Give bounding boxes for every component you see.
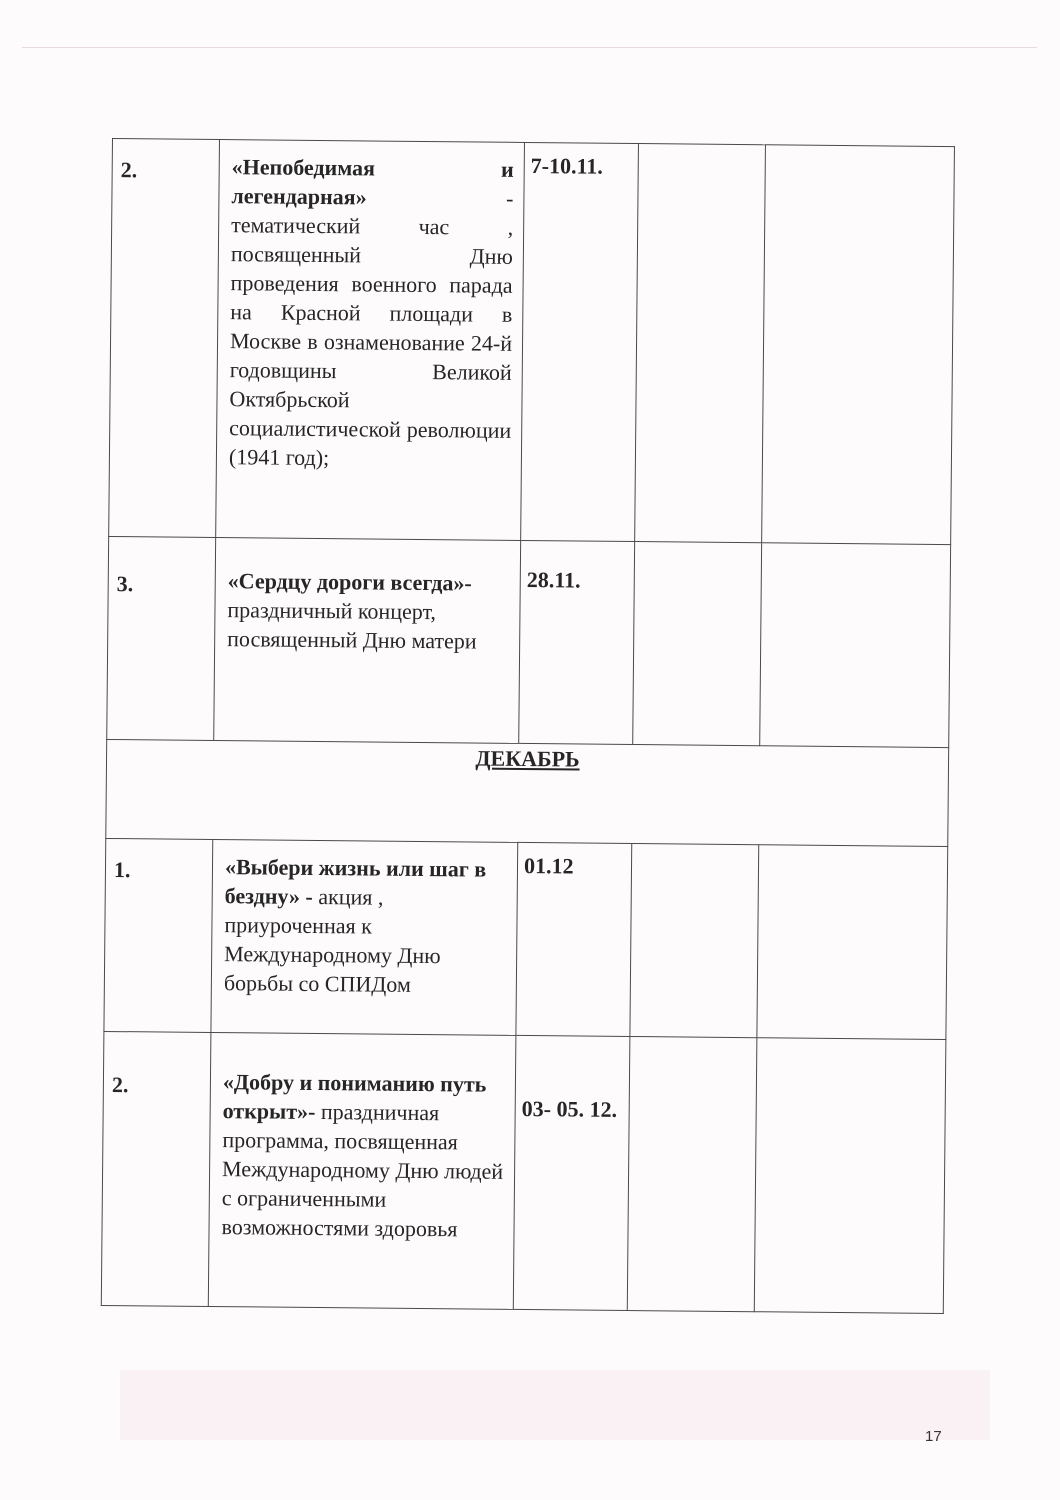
- event-title: [211, 840, 518, 1036]
- event-description: - тематический час , посвященный Дню проведения военного парада на Красной площади в Москве в ознаменование 24-й годовщины Великой Октябрьской социалистической революции (1941 год);: [228, 184, 514, 471]
- event-title: [214, 537, 521, 743]
- event-title-bold: «Сердцу дороги всегда»-: [227, 567, 472, 596]
- row-number: 2.: [101, 1031, 211, 1306]
- event-title-bold: «Добру и пониманию путь открыт»-: [222, 1069, 487, 1124]
- row-number: 3.: [107, 536, 216, 740]
- row-number: 1.: [104, 839, 213, 1033]
- event-description: праздничная программа, посвященная Международному Дню людей с ограниченными возможностями здоровья: [221, 1098, 504, 1242]
- row-number: 2.: [109, 139, 220, 538]
- page-stain: [120, 1370, 990, 1440]
- table-row: [109, 139, 955, 545]
- empty-cell: [762, 145, 955, 545]
- event-description: акция , приуроченная к Международному Дню борьбы со СПИДом: [223, 884, 441, 998]
- empty-cell: [635, 144, 766, 543]
- empty-cell: [630, 844, 759, 1038]
- empty-cell: [633, 541, 762, 745]
- event-date: 7-10.11.: [521, 142, 639, 541]
- table-row: [104, 839, 948, 1040]
- month-heading-cell: [106, 739, 949, 847]
- event-date: 28.11.: [519, 540, 635, 744]
- empty-cell: [757, 845, 948, 1040]
- event-description: праздничный концерт, посвященный Дню матери: [227, 596, 477, 654]
- event-title-bold: «Выбери жизнь или шаг в бездну» -: [224, 854, 487, 910]
- empty-cell: [760, 543, 951, 748]
- empty-cell: [627, 1036, 757, 1311]
- page-number: 17: [925, 1428, 942, 1445]
- table-row: [107, 536, 951, 747]
- table-row: [101, 1031, 946, 1313]
- month-heading-row: [106, 739, 949, 847]
- event-title: [208, 1032, 516, 1309]
- event-date: 01.12: [516, 843, 632, 1037]
- events-plan-table: [101, 138, 955, 1314]
- event-date: 03- 05. 12.: [513, 1035, 630, 1310]
- month-heading: ДЕКАБРЬ: [475, 745, 580, 772]
- empty-cell: [754, 1038, 946, 1314]
- page-top-rule: [22, 47, 1037, 48]
- event-title: [216, 140, 525, 541]
- event-title-bold: «Непобедимая и легендарная»: [231, 154, 514, 210]
